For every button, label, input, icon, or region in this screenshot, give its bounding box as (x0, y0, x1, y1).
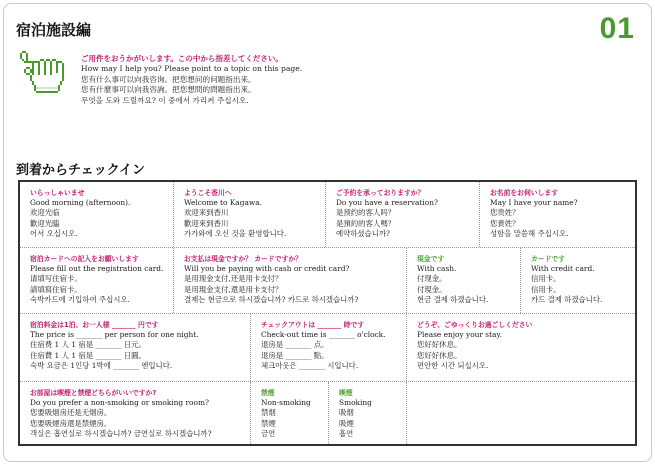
phrase-heading-ja: ようこそ香川へ (184, 189, 232, 197)
phrase-heading-ja: 宿泊料金は1泊、お一人様 _______ 円です (30, 321, 159, 329)
phrase-en: Will you be paying with cash or credit card? (184, 264, 350, 273)
phrase-zh-cn: 是用现金支付,还是用卡支付？ (184, 274, 283, 284)
phrase-zh-tw: 您要吸煙房還是禁煙房。 (30, 418, 112, 428)
phrase-zh-tw: 歡迎光臨 (30, 218, 60, 228)
phrase-cell-smoking[interactable] (329, 382, 407, 444)
phrase-zh-cn: 付现金。 (417, 274, 447, 284)
phrase-row (20, 182, 635, 248)
phrase-en: Do you prefer a non-smoking or smoking room? (30, 398, 209, 407)
phrase-zh-tw: 您好好休息。 (417, 350, 462, 360)
intro-prompt-zh-tw: 您有什麼事可以向我咨詢。把您想問的問題指出來。 (81, 85, 256, 94)
phrase-zh-tw: 請填寫住宿卡。 (30, 284, 82, 294)
page-number: 01 (599, 12, 635, 45)
phrase-heading-ja: 現金です (417, 255, 445, 263)
phrase-zh-tw: 歡迎來到香川 (184, 218, 229, 228)
phrase-en: Please fill out the registration card. (30, 264, 164, 273)
phrase-ko: 카드 결제 하겠습니다. (531, 294, 603, 304)
intro-prompt-ja: ご用件をおうかがいします。この中から指差してください。 (81, 54, 283, 63)
phrase-heading-ja: いらっしゃいませ (30, 189, 85, 197)
phrase-zh-tw: 您貴姓？ (490, 218, 520, 228)
phrase-zh-cn: 欢迎光临 (30, 208, 60, 218)
intro-prompt-ko: 무엇을 도와 드릴까요? 이 중에서 가리켜 주십시오. (81, 95, 249, 105)
phrase-en: Do you have a reservation? (336, 198, 438, 207)
phrase-zh-cn: 退房是 _______ 点。 (261, 340, 329, 350)
phrase-ko: 가가와에 오신 것을 환영합니다. (184, 228, 287, 238)
phrase-ko: 숙박 요금은 1인당 1박에 _______ 엔입니다. (30, 360, 173, 370)
phrase-zh-tw: 是用現金支付,還是用卡支付？ (184, 284, 283, 294)
phrase-heading-ja: お名前をお伺いします (490, 189, 558, 197)
intro-block (81, 53, 302, 106)
phrase-zh-tw: 是預約的客人嗎？ (336, 218, 396, 228)
phrase-cell-checkout[interactable] (251, 314, 407, 381)
phrase-cell-registration[interactable] (20, 248, 174, 313)
phrase-zh-cn: 吸烟 (339, 408, 354, 418)
phrase-row (20, 314, 635, 382)
phrase-heading-ja: お部屋は喫煙と禁煙どちらがいいですか? (30, 389, 157, 397)
phrase-heading-ja: お支払は現金ですか？ カードですか？ (184, 255, 302, 263)
phrase-ko: 결제는 현금으로 하시겠습니까? 카드로 하시겠습니까? (184, 294, 359, 304)
phrase-heading-ja: どうぞ、ごゆっくりお過ごしください (417, 321, 533, 329)
intro-prompt-en: How may I help you? Please point to a topic on this page. (81, 64, 303, 73)
phrase-en: Good morning (afternoon). (30, 198, 131, 207)
phrase-zh-cn: 信用卡。 (531, 274, 561, 284)
phrase-en: May I have your name? (490, 198, 578, 207)
phrase-en: With cash. (417, 264, 457, 273)
phrase-ko: 편안한 시간 되십시오. (417, 360, 489, 370)
intro-prompt-zh-cn: 您有什么事可以向我咨询。把您想问的问题指出来。 (81, 74, 256, 84)
phrase-ko: 어서 오십시오. (30, 228, 78, 238)
phrase-zh-cn: 住宿费 1 人 1 宿是 _______ 日元。 (30, 340, 146, 350)
phrase-zh-tw: 退房是 _______ 點。 (261, 350, 329, 360)
phrase-zh-tw: 付現金。 (417, 284, 447, 294)
phrase-ko: 금연 (261, 428, 276, 438)
phrase-cell-smoking-room[interactable] (20, 382, 251, 444)
phrase-zh-cn: 欢迎来到香川 (184, 208, 229, 218)
subsection-title: 到着からチェックイン (16, 163, 145, 178)
phrase-cell-price[interactable] (20, 314, 251, 381)
phrase-cell-reservation[interactable] (326, 182, 480, 247)
phrase-heading-ja: 宿泊カードへの記入をお願いします (30, 255, 139, 263)
phrase-row (20, 382, 635, 444)
phrase-cell-name[interactable] (480, 182, 635, 247)
phrase-cell-enjoy[interactable] (407, 314, 635, 381)
pointing-hand-icon (18, 49, 72, 93)
phrase-en: The price is _______ per person for one night. (30, 330, 199, 339)
phrase-zh-tw: 禁煙 (261, 418, 276, 428)
phrase-cell-welcome-kagawa[interactable] (174, 182, 326, 247)
phrase-cell-non-smoking[interactable] (251, 382, 329, 444)
phrase-ko: 체크아웃은 _______ 시입니다. (261, 360, 359, 370)
section-title: 宿泊施設編 (16, 21, 92, 39)
phrase-en: With credit card. (531, 264, 595, 273)
phrase-grid (18, 180, 637, 446)
phrase-zh-cn: 是预约的客人吗？ (336, 208, 396, 218)
phrase-ko: 숙박카드에 기입하여 주십시오. (30, 294, 130, 304)
phrase-zh-cn: 请填写住宿卡。 (30, 274, 82, 284)
phrase-zh-cn: 您好好休息。 (417, 340, 462, 350)
phrase-heading-ja: 禁煙 (261, 389, 275, 397)
phrase-ko: 현금 결제 하겠습니다. (417, 294, 489, 304)
phrase-en: Smoking (339, 398, 372, 407)
phrase-heading-ja: 喫煙 (339, 389, 353, 397)
phrase-en: Non-smoking (261, 398, 311, 407)
phrase-zh-tw: 吸煙 (339, 418, 354, 428)
empty-cell (407, 382, 635, 444)
phrase-zh-tw: 住宿費 1 人 1 宿是 _______ 日圓。 (30, 350, 146, 360)
phrase-en: Check-out time is _______ o'clock. (261, 330, 386, 339)
phrase-en: Please enjoy your stay. (417, 330, 503, 339)
phrase-ko: 예약하셨습니까? (336, 228, 390, 238)
phrase-row (20, 248, 635, 314)
phrase-cell-welcome[interactable] (20, 182, 174, 247)
phrase-zh-tw: 信用卡。 (531, 284, 561, 294)
phrase-heading-ja: チェックアウトは _______ 時です (261, 321, 365, 329)
phrase-en: Welcome to Kagawa. (184, 198, 262, 207)
phrase-cell-cash[interactable] (407, 248, 521, 313)
phrase-zh-cn: 您要吸烟房还是无烟房。 (30, 408, 112, 418)
phrase-ko: 객실은 흡연실로 하시겠습니까? 금연실로 하시겠습니까? (30, 428, 212, 438)
phrase-zh-cn: 禁烟 (261, 408, 276, 418)
phrase-zh-cn: 您贵姓？ (490, 208, 520, 218)
phrase-cell-card[interactable] (521, 248, 635, 313)
phrase-heading-ja: ご予約を承っておりますか？ (336, 189, 425, 197)
phrase-cell-payment[interactable] (174, 248, 407, 313)
phrase-ko: 흡연 (339, 428, 354, 438)
phrase-ko: 성함을 말씀해 주십시오. (490, 228, 569, 238)
phrase-heading-ja: カードです (531, 255, 565, 263)
